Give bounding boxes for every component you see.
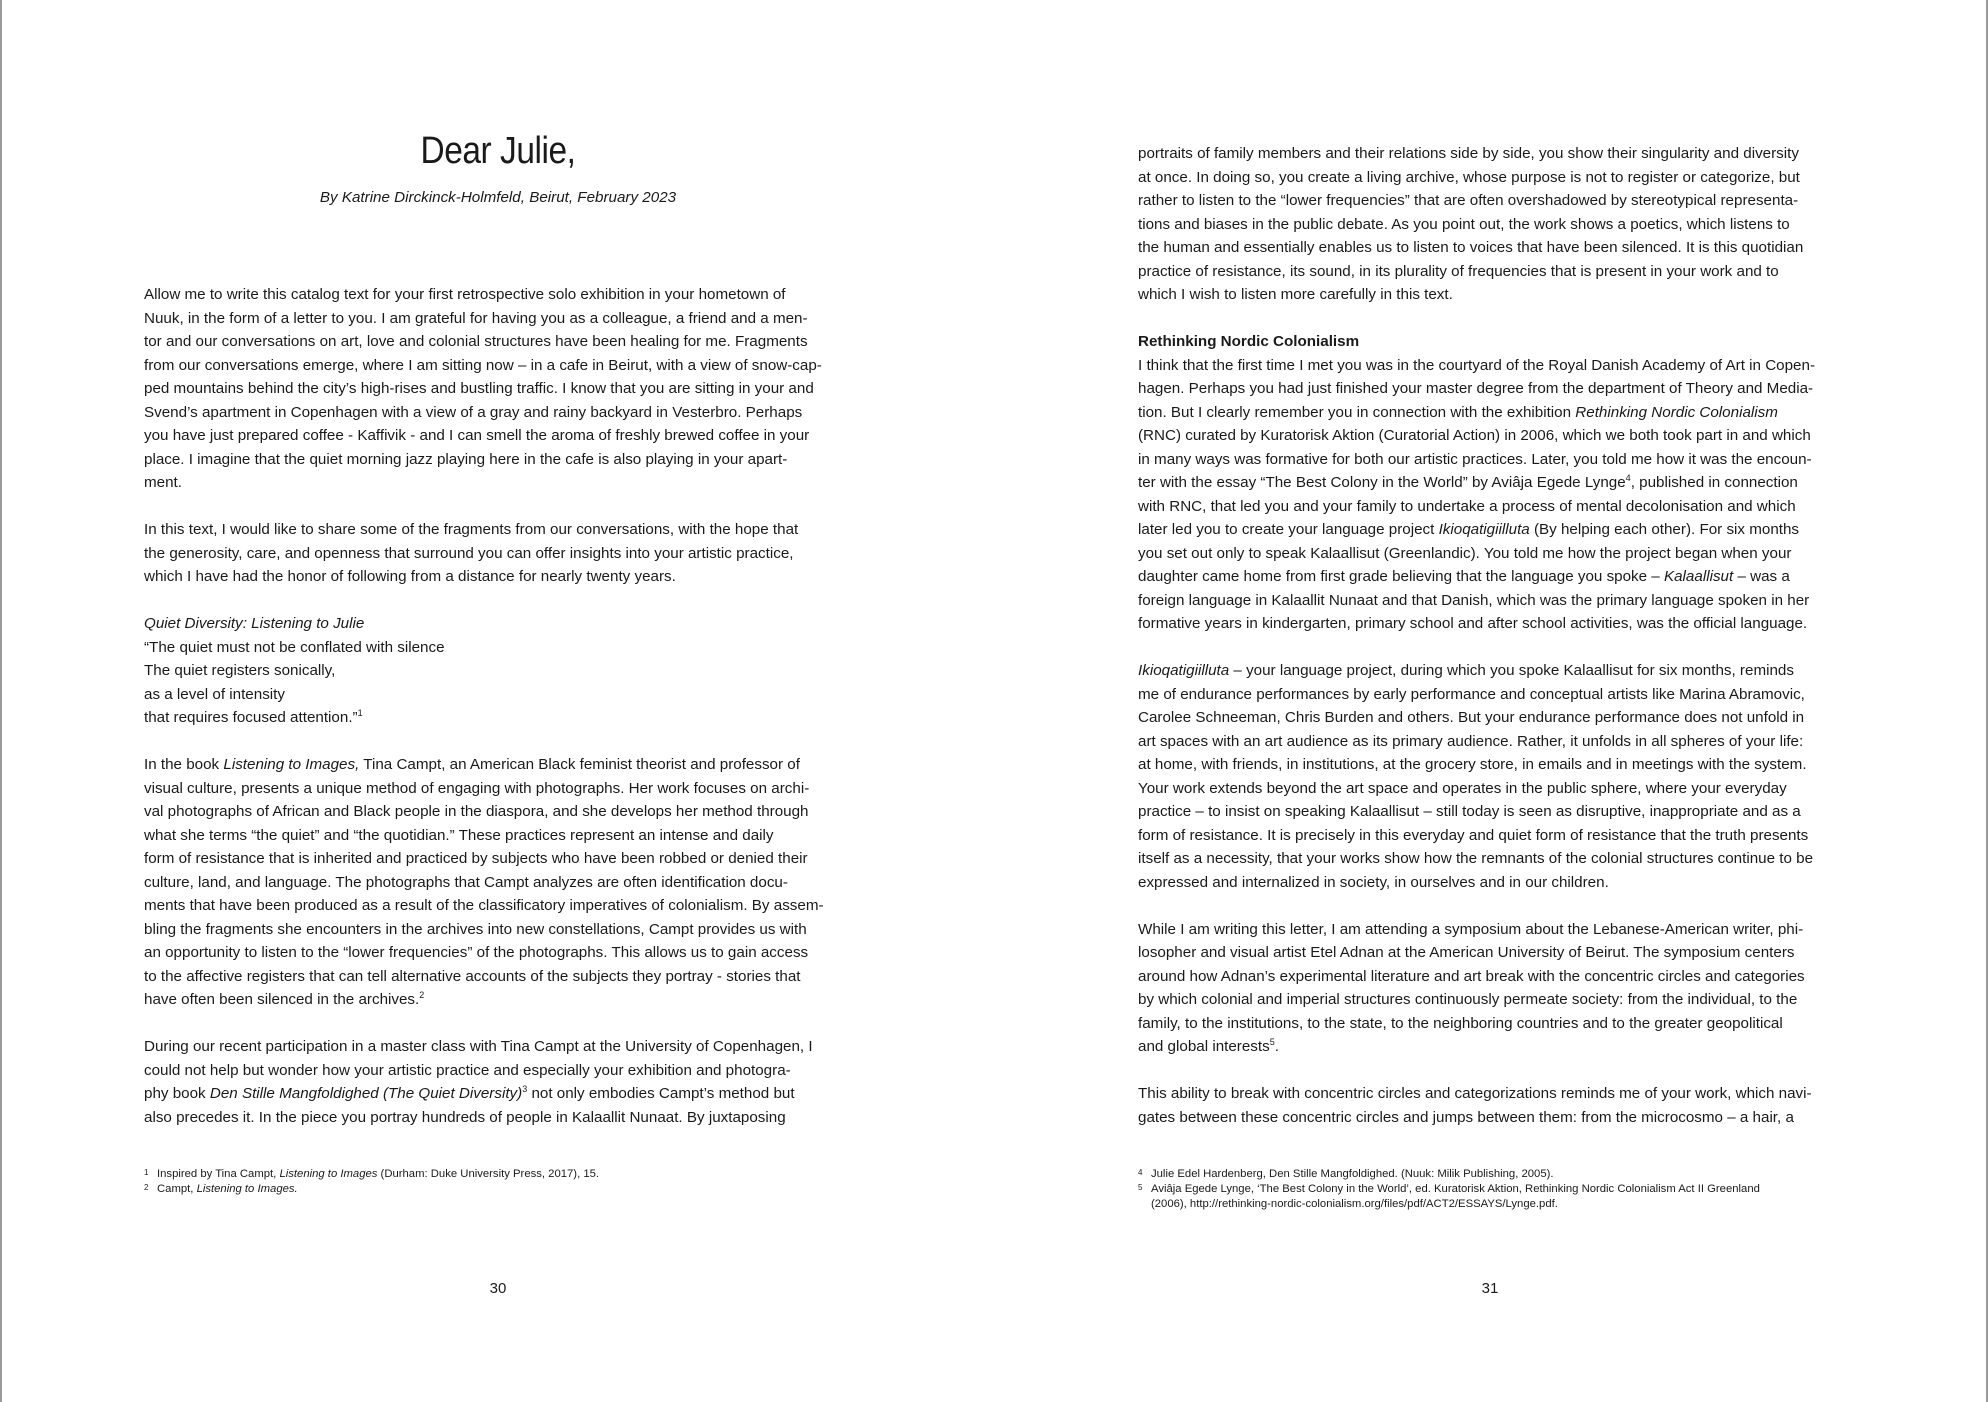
footnote-number: 5 xyxy=(1138,1183,1143,1192)
section-heading-quiet-diversity: Quiet Diversity: Listening to Julie xyxy=(144,615,365,632)
quote-line: that requires focused attention.”$^1$ xyxy=(144,707,363,726)
text-line: rather to listen to the “lower frequencies” that are often overshadowed by stereotypical representa- xyxy=(1138,192,1799,209)
text-line: later led you to create your language project Ikioqatigiilluta (By helping each other). For six months xyxy=(1138,521,1800,538)
text-line: itself as a necessity, that your works show how the remnants of the colonial structures continue to be xyxy=(1138,850,1814,867)
text-line: Carolee Schneeman, Chris Burden and others. But your endurance performance does not unfold in xyxy=(1138,709,1805,726)
text-line: daughter came home from first grade believing that the language you spoke – Kalaallisut – was a xyxy=(1138,568,1790,585)
footnote-number: 4 xyxy=(1138,1168,1143,1177)
footnote: 4 Julie Edel Hardenberg, Den Stille Mangfoldighed. (Nuuk: Milik Publishing, 2005). xyxy=(1138,1168,1554,1180)
text-line: expressed and internalized in society, in ourselves and in our children. xyxy=(1138,873,1609,891)
byline: By Katrine Dirckinck-Holmfeld, Beirut, February 2023 xyxy=(319,189,677,206)
footnote-number: 1 xyxy=(144,1168,149,1177)
text-line: you have just prepared coffee - Kaffivik - and I can smell the aroma of freshly brewed coffee in your xyxy=(144,427,810,444)
text-line: also precedes it. In the piece you portray hundreds of people in Kalaallit Nunaat. By juxtaposing xyxy=(144,1108,786,1126)
letter-title: Dear Julie, xyxy=(420,130,576,172)
text-line: val photographs of African and Black people in the diaspora, and she develops her method through xyxy=(144,803,809,820)
text-line: have often been silenced in the archives.$^2$ xyxy=(144,989,425,1008)
text-line: place. I imagine that the quiet morning jazz playing here in the cafe is also playing in your apart- xyxy=(144,450,788,468)
paragraph-rnc xyxy=(1138,330,1856,636)
text-line: and global interests$^5$. xyxy=(1138,1036,1279,1055)
text-line: form of resistance. It is precisely in this everyday and quiet form of resistance that the truth presents xyxy=(1138,826,1809,844)
text-line: ter with the essay “The Best Colony in the World” by Aviâja Egede Lynge$^4$, published in connection xyxy=(1138,472,1798,491)
text-line: foreign language in Kalaallit Nunaat and that Danish, which was the primary language spoken in her xyxy=(1138,591,1810,609)
text-line: by which colonial and imperial structures continuously permeate society: from the individual, to the xyxy=(1138,991,1798,1008)
text-line: culture, land, and language. The photographs that Campt analyzes are often identification docu- xyxy=(144,873,788,891)
text-line: In the book Listening to Images, Tina Campt, an American Black feminist theorist and professor of xyxy=(144,756,800,773)
text-line: visual culture, presents a unique method of engaging with photographs. Her work focuses on archi- xyxy=(144,779,810,797)
paragraph-symposium xyxy=(1138,918,1856,1059)
text-line: While I am writing this letter, I am attending a symposium about the Lebanese-American writer, phi- xyxy=(1138,920,1804,938)
text-line: ped mountains behind the city’s high-rises and bustling traffic. I know that you are sitting in your and xyxy=(144,380,814,397)
paragraph-campt xyxy=(144,753,862,1012)
footnote-ref: 5 xyxy=(1269,1036,1275,1047)
text-line: bling the fragments she encounters in the archives into new constellations, Campt provides us with xyxy=(144,920,807,938)
text-line: family, to the institutions, to the state, to the neighboring countries and to the greater geopolitical xyxy=(1138,1014,1783,1032)
text-line: an opportunity to listen to the “lower frequencies” of the photographs. This allows us to gain access xyxy=(144,944,809,961)
paragraph-portraits xyxy=(1138,142,1856,307)
section-heading-rethinking: Rethinking Nordic Colonialism xyxy=(1138,333,1360,350)
quote-line: The quiet registers sonically, xyxy=(144,662,336,679)
text-line: with RNC, that led you and your family to undertake a process of mental decolonisation and which xyxy=(1138,497,1796,515)
quote-block xyxy=(144,612,862,730)
text-line: Allow me to write this catalog text for your first retrospective solo exhibition in your hometown of xyxy=(144,286,786,303)
text-line: Ikioqatigiilluta – your language project, during which you spoke Kalaallisut for six months, reminds xyxy=(1138,662,1794,679)
quote-line: as a level of intensity xyxy=(144,685,285,703)
footnote-ref: 3 xyxy=(522,1083,528,1094)
text-line: In this text, I would like to share some of the fragments from our conversations, with the hope that xyxy=(144,521,799,538)
footnote: 5 Aviâja Egede Lynge, ‘The Best Colony in the World’, ed. Kuratorisk Aktion, Rethinking Nordic Colonialism Act II Greenland (2006), http://rethinking-nordic-colonialism.org/files/pdf/ACT2/ESSAYS/Lynge.pdf. xyxy=(1138,1183,1760,1210)
text-line: what she terms “the quiet” and “the quotidian.” These practices represent an intense and daily xyxy=(144,826,774,844)
text-line: tions and biases in the public debate. As you point out, the work shows a poetics, which listens to xyxy=(1138,215,1790,233)
text-line: art spaces with an art audience as its primary audience. Rather, it unfolds in all spheres of your life: xyxy=(1138,732,1804,750)
right-page xyxy=(994,0,1986,1402)
paragraph-masterclass xyxy=(144,1035,862,1129)
text-line: me of endurance performances by early performance and conceptual artists like Marina Abramovic, xyxy=(1138,685,1805,703)
text-line: at home, with friends, in institutions, at the grocery store, in emails and in meetings with the system. xyxy=(1138,756,1807,773)
text-line: tion. But I clearly remember you in connection with the exhibition Rethinking Nordic Colonialism xyxy=(1138,403,1778,421)
text-line: This ability to break with concentric circles and categorizations reminds me of your work, which navi- xyxy=(1138,1085,1812,1102)
text-line: could not help but wonder how your artistic practice and especially your exhibition and photogra- xyxy=(144,1061,791,1079)
text-line: at once. In doing so, you create a living archive, whose purpose is not to register or categorize, but xyxy=(1138,168,1800,186)
text-line: the human and essentially enables us to listen to voices that have been silenced. It is this quotidian xyxy=(1138,239,1804,256)
text-line: gates between these concentric circles and jumps between them: from the microcosmo – a hair, a xyxy=(1138,1108,1794,1126)
left-footnotes xyxy=(144,1167,884,1197)
footnote: 2 Campt, Listening to Images. xyxy=(144,1183,298,1195)
footnote-ref: 1 xyxy=(357,707,363,718)
text-line: Your work extends beyond the art space and operates in the public sphere, where your everyday xyxy=(1138,779,1787,797)
text-line: around how Adnan’s experimental literature and art break with the concentric circles and categories xyxy=(1138,967,1805,985)
text-line: practice – to insist on speaking Kalaallisut – still today is seen as disruptive, inappropriate and as a xyxy=(1138,803,1801,820)
text-line: During our recent participation in a master class with Tina Campt at the University of Copenhagen, I xyxy=(144,1038,813,1055)
text-line: which I have had the honor of following from a distance for nearly twenty years. xyxy=(144,568,676,585)
text-line: Svend’s apartment in Copenhagen with a view of a gray and rainy backyard in Vesterbro. Perhaps xyxy=(144,403,803,421)
text-line: portraits of family members and their relations side by side, you show their singularity and diversity xyxy=(1138,145,1799,162)
footnote-ref: 4 xyxy=(1625,472,1631,483)
footnote: 1 Inspired by Tina Campt, Listening to Images (Durham: Duke University Press, 2017), 15. xyxy=(144,1168,600,1180)
text-line: ments that have been produced as a result of the classificatory imperatives of colonialism. By assem- xyxy=(144,897,824,914)
text-line: hagen. Perhaps you had just finished your master degree from the department of Theory and Media- xyxy=(1138,380,1814,397)
text-line: I think that the first time I met you was in the courtyard of the Royal Danish Academy of Art in Copen- xyxy=(1138,356,1816,374)
right-footnotes xyxy=(1138,1167,1878,1212)
text-line: tor and our conversations on art, love and colonial structures have been healing for me. Fragments xyxy=(144,333,808,350)
page-number: 30 xyxy=(489,1280,507,1297)
text-line: Nuuk, in the form of a letter to you. I am grateful for having you as a colleague, a friend and a men- xyxy=(144,309,808,327)
text-line: (RNC) curated by Kuratorisk Aktion (Curatorial Action) in 2006, which we both took part in and which xyxy=(1138,427,1811,444)
paragraph-concentric xyxy=(1138,1082,1856,1129)
paragraph-intro xyxy=(144,283,862,495)
paragraph-endurance xyxy=(1138,659,1856,894)
paragraph-fragments xyxy=(144,518,862,589)
text-line: to the affective registers that can tell alternative accounts of the subjects they portray - stories that xyxy=(144,967,801,985)
text-line: ment. xyxy=(144,474,182,491)
footnote-ref: 2 xyxy=(419,989,425,1000)
right-body xyxy=(1138,142,1856,1153)
text-line: the generosity, care, and openness that surround you can offer insights into your artistic practice, xyxy=(144,544,794,562)
text-line: in many ways was formative for both our artistic practices. Later, you told me how it was the encoun- xyxy=(1138,450,1812,468)
quote-line: “The quiet must not be conflated with silence xyxy=(144,638,445,656)
text-line: from our conversations emerge, where I am sitting now – in a cafe in Beirut, with a view of snow-cap- xyxy=(144,356,822,374)
footnote-number: 2 xyxy=(144,1183,149,1192)
text-line: formative years in kindergarten, primary school and after school activities, was the official language. xyxy=(1138,615,1808,632)
text-line: phy book Den Stille Mangfoldighed (The Quiet Diversity)$^3$ not only embodies Campt’s method but xyxy=(144,1083,795,1102)
text-line: form of resistance that is inherited and practiced by subjects who have been robbed or denied their xyxy=(144,850,808,867)
text-line: you set out only to speak Kalaallisut (Greenlandic). You told me how the project began when your xyxy=(1138,544,1792,562)
left-body xyxy=(144,283,862,1153)
page-number: 31 xyxy=(1481,1280,1499,1297)
text-line: losopher and visual artist Etel Adnan at the American University of Beirut. The symposium centers xyxy=(1138,944,1795,961)
text-line: which I wish to listen more carefully in this text. xyxy=(1138,286,1453,303)
left-page xyxy=(2,0,994,1402)
text-line: practice of resistance, its sound, in its plurality of frequencies that is present in your work and to xyxy=(1138,262,1779,280)
